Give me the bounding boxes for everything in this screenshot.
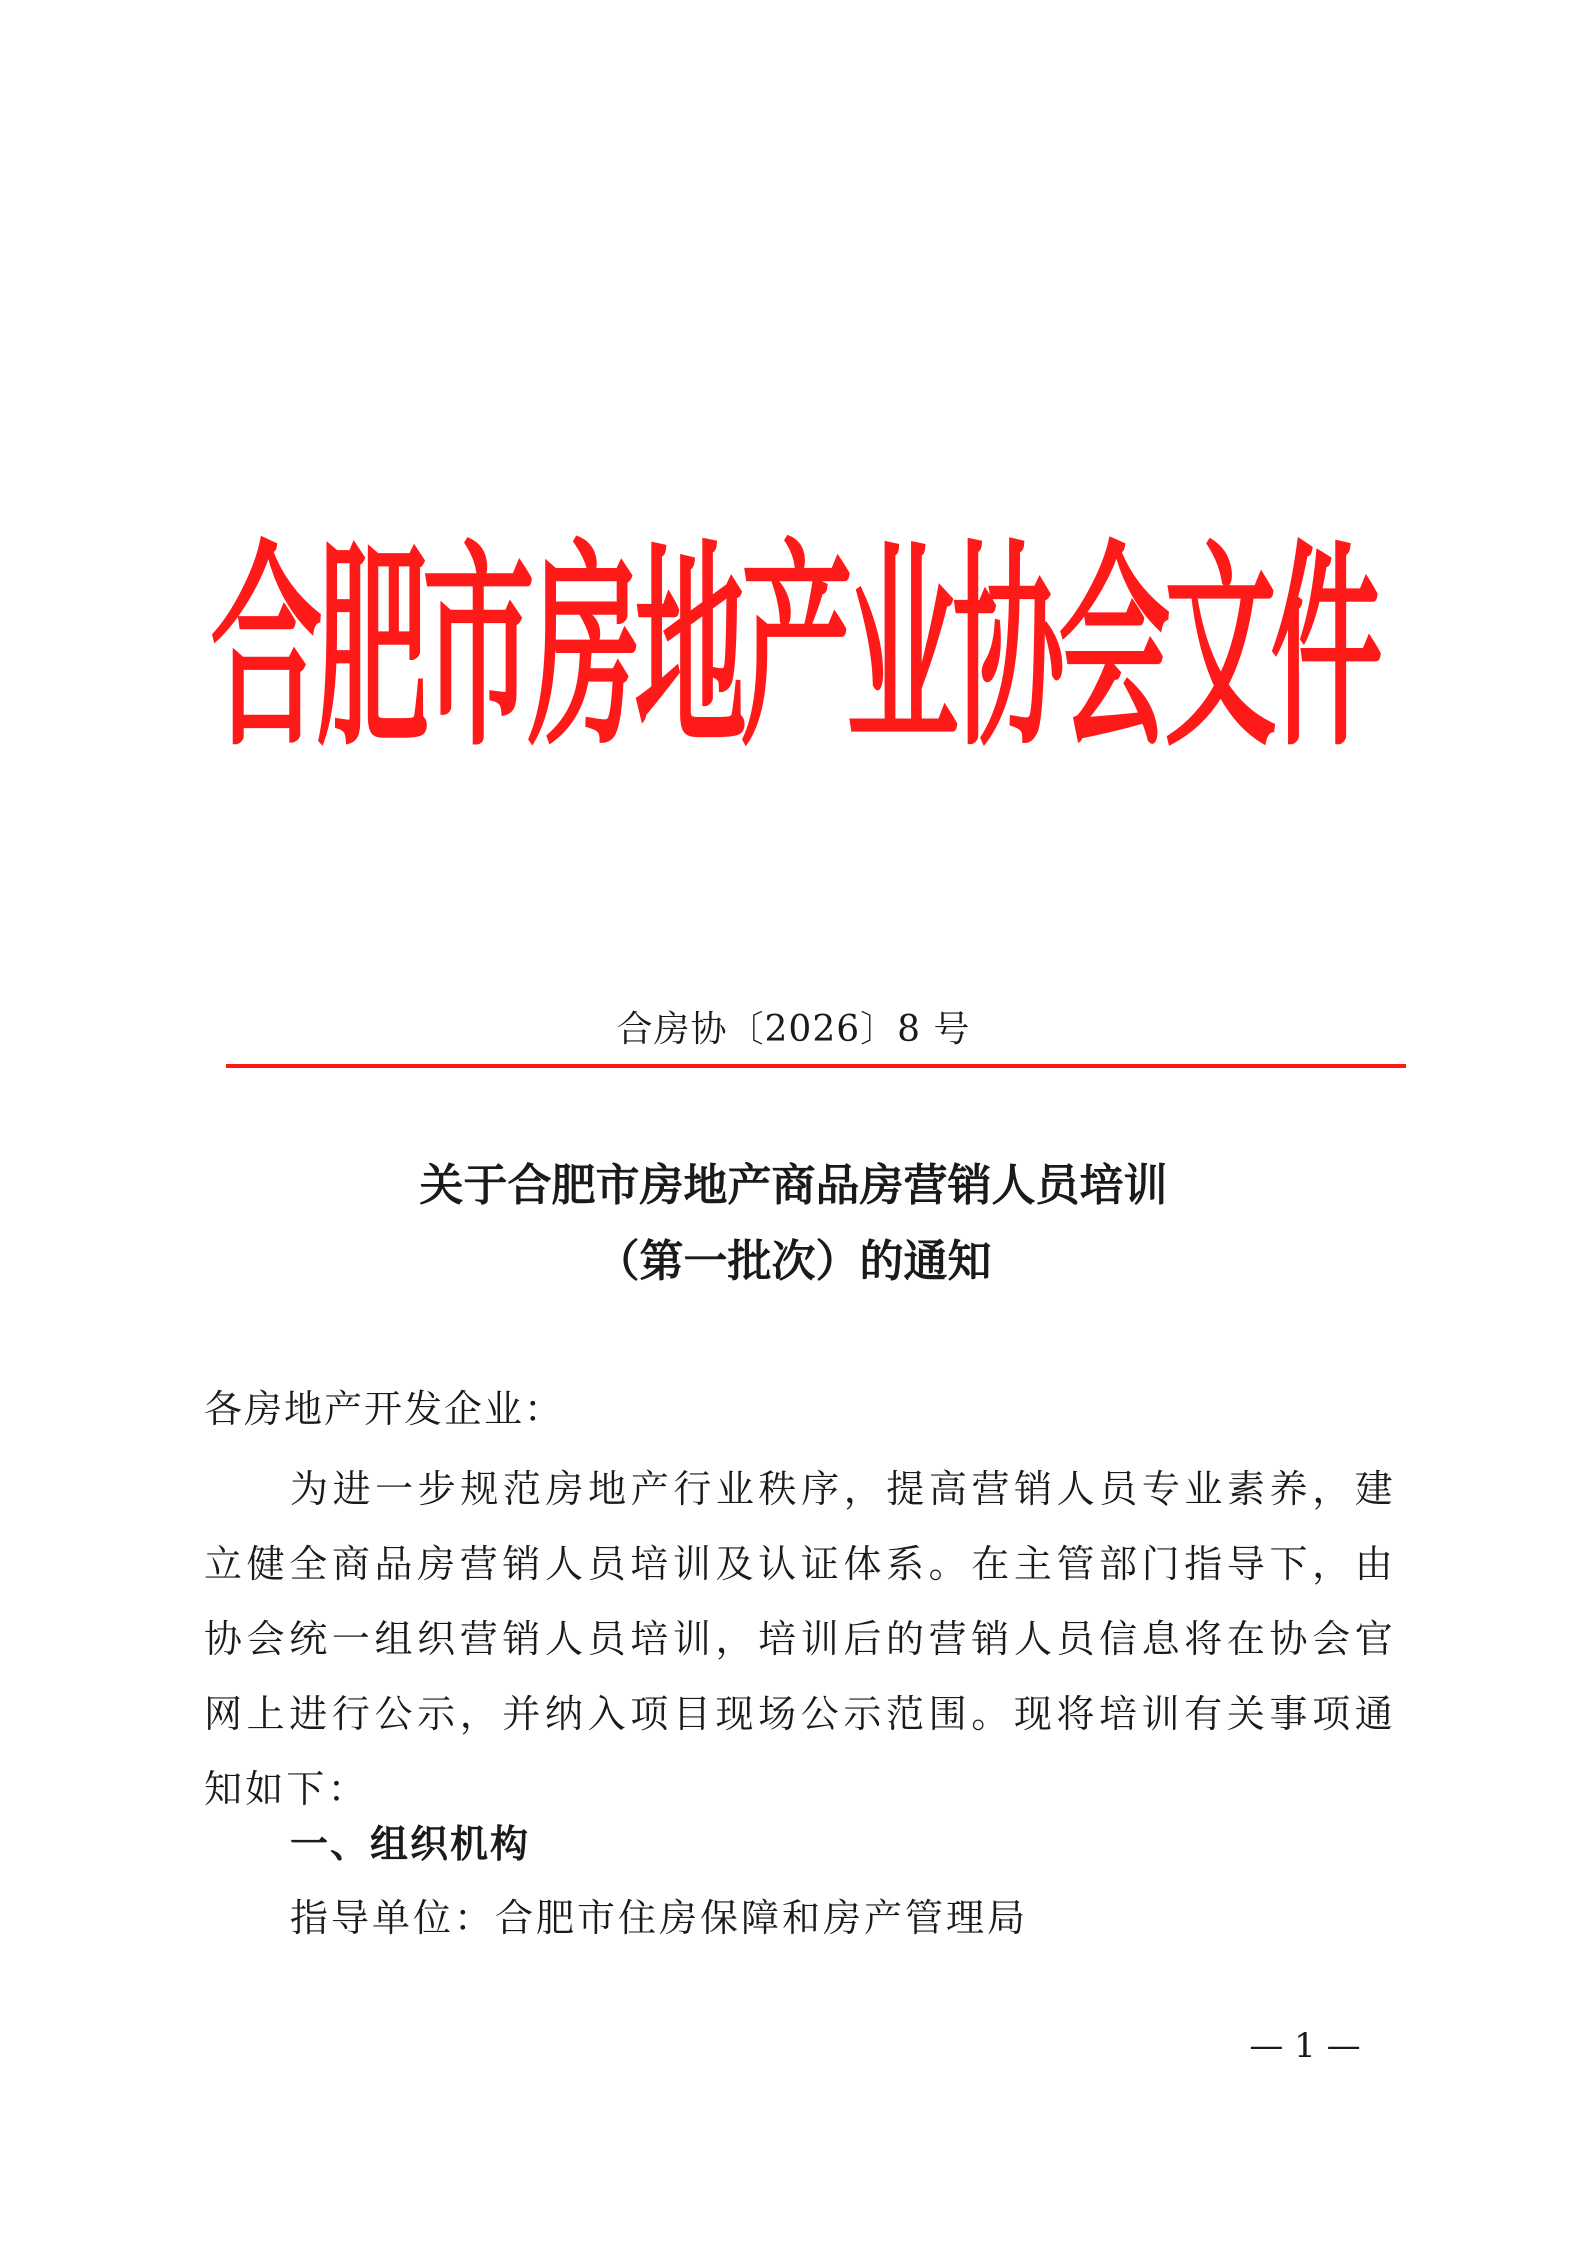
notice-title-line-1: 关于合肥市房地产商品房营销人员培训 (419, 1160, 1168, 1211)
guide-unit-line: 指导单位：合肥市住房保障和房产管理局 (290, 1896, 1029, 1940)
section-heading-organization: 一、组织机构 (290, 1822, 531, 1866)
intro-paragraph: 为进一步规范房地产行业秩序，提高营销人员专业素养，建立健全商品房营销人员培训及认证体系。在主管部门指导下，由协会统一组织营销人员培训，培训后的营销人员信息将在协会官网上进行公示，并纳入项目现场公示范围。现将培训有关事项通知如下： (204, 1467, 1396, 1811)
notice-title-line-2: （第一批次）的通知 (595, 1236, 992, 1287)
red-divider-rule (226, 1064, 1406, 1068)
document-number: 合房协〔2026〕8 号 (616, 1009, 971, 1050)
masthead-title: 合肥市房地产业协会文件 (210, 523, 1377, 777)
page-number: — 1 — (1249, 2026, 1361, 2066)
salutation: 各房地产开发企业： (204, 1387, 565, 1431)
